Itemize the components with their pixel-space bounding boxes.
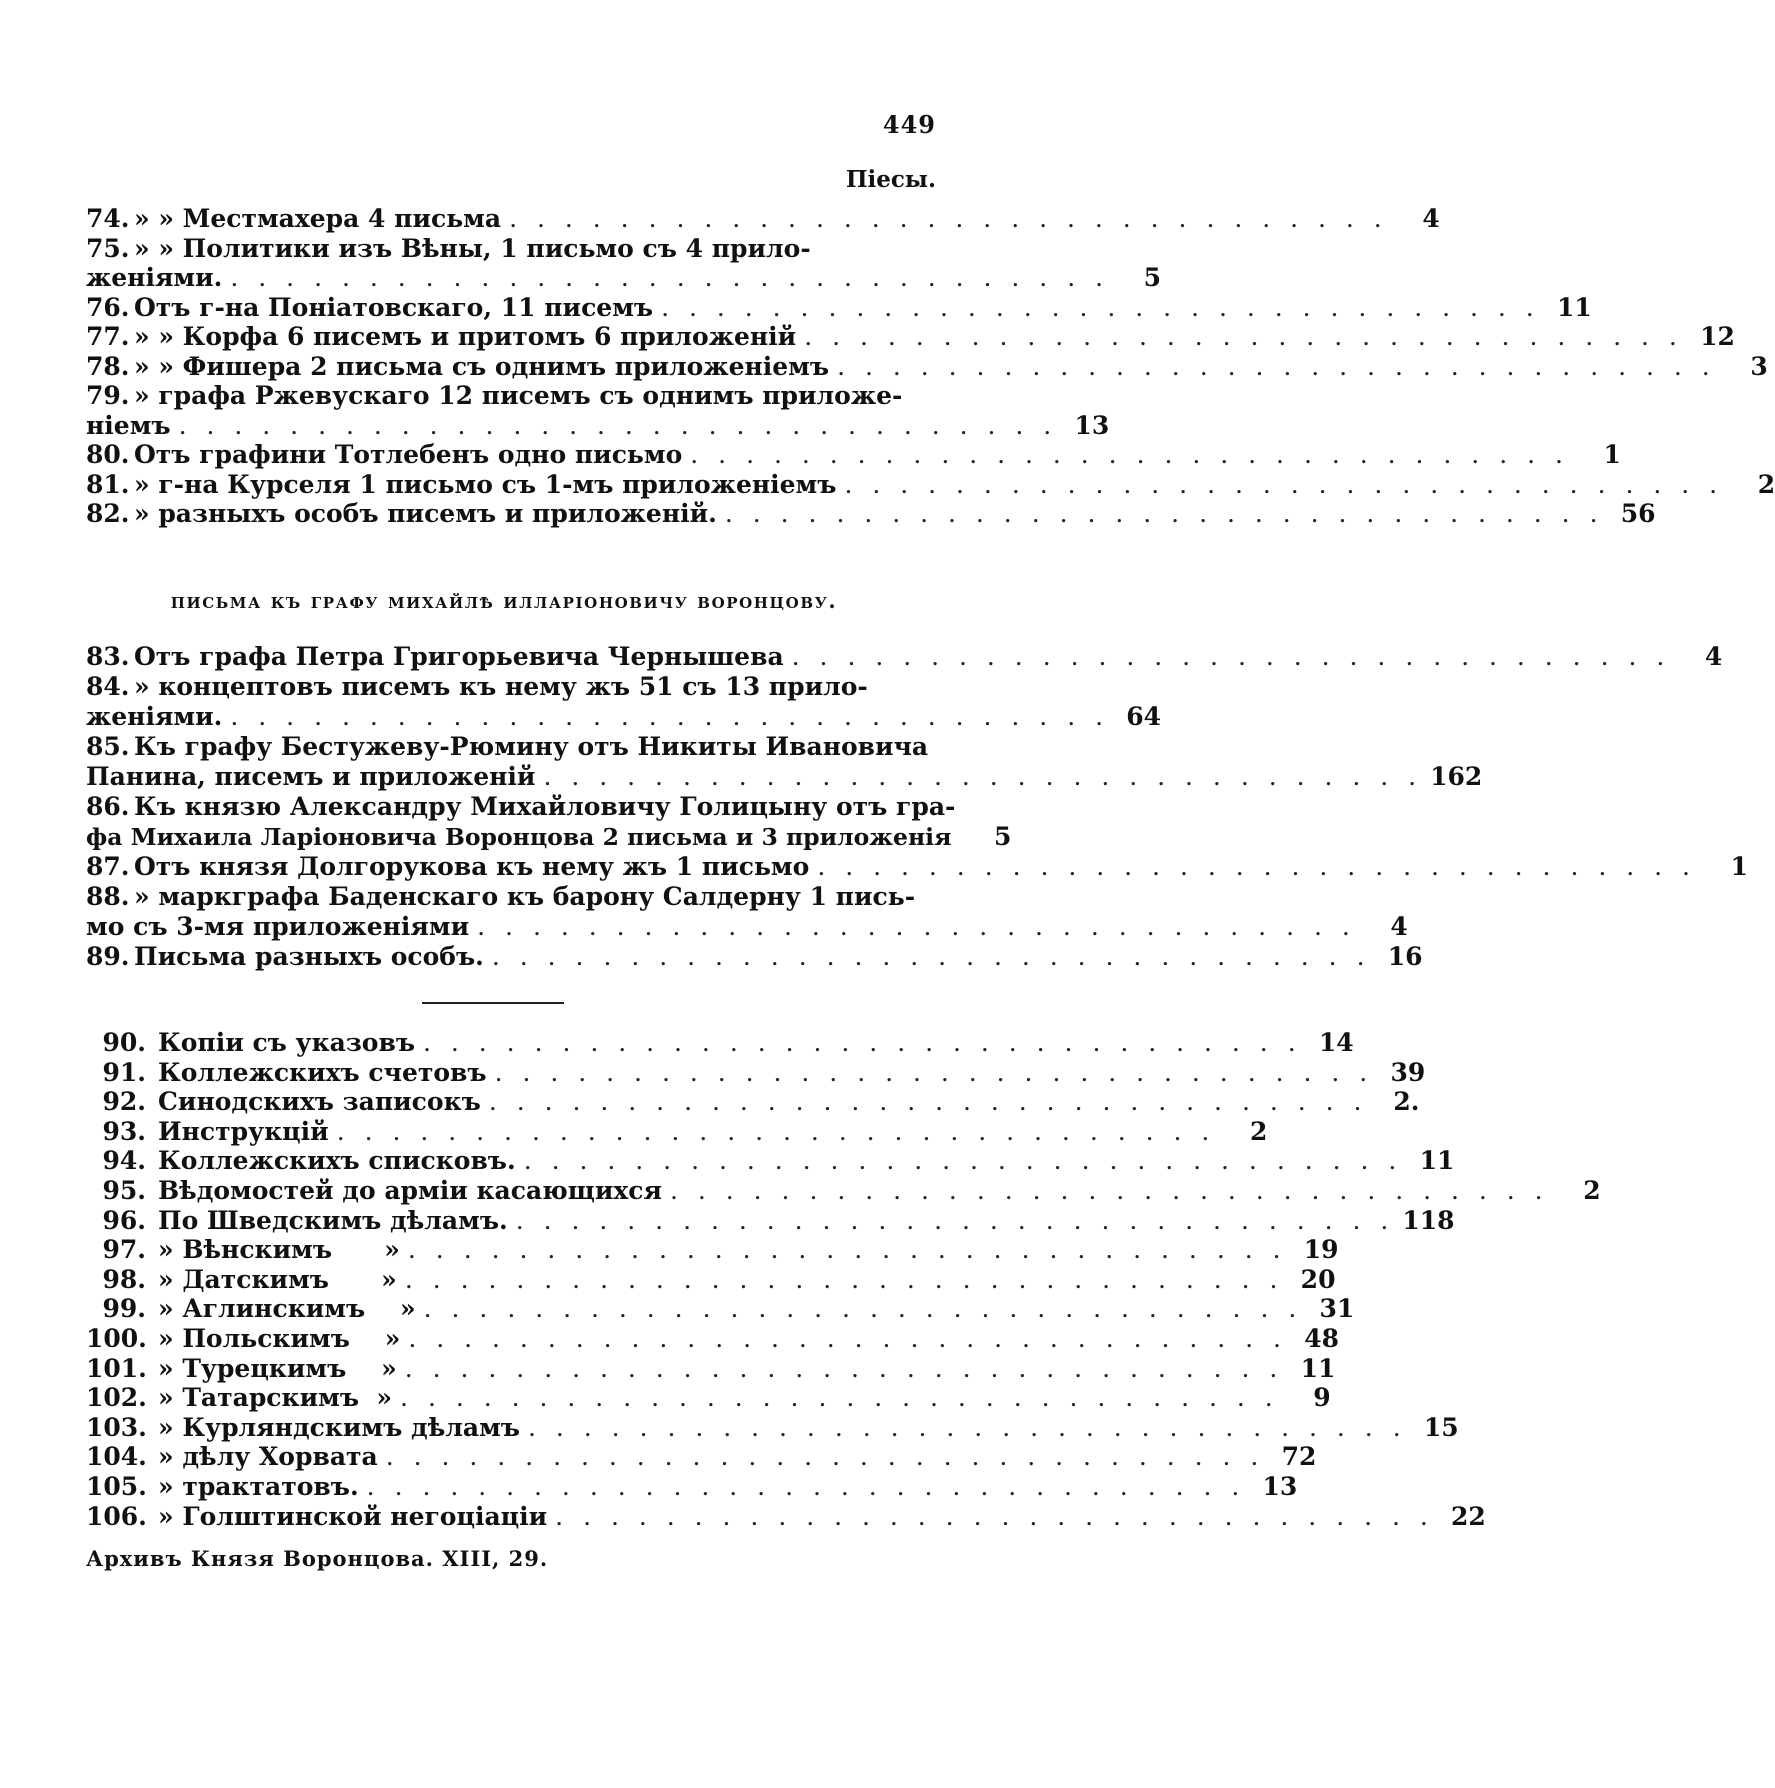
entry-text: » Татарскимъ » — [158, 1383, 393, 1413]
entry-count: 162 — [1430, 762, 1483, 791]
entry-number: 86. — [86, 792, 130, 821]
entry-text: Отъ графини Тотлебенъ одно письмо — [134, 440, 683, 469]
entry-number: 95. — [102, 1175, 146, 1205]
entry-count: 15 — [1423, 1412, 1459, 1442]
entry-line — [86, 1412, 1459, 1443]
entry-text: » Польскимъ » — [158, 1323, 401, 1353]
entry-number: 98. — [102, 1264, 146, 1294]
entry-count: 9 — [1313, 1383, 1331, 1413]
entry-text: » Турецкимъ » — [158, 1353, 397, 1383]
entry-text: ніемъ — [86, 410, 171, 440]
entry-line — [86, 1471, 1298, 1502]
leader-dots: . . . . . . . . . . . . . . . . . . . . . . . . . . . . . . . . — [844, 469, 1724, 499]
section-title: письма къ графу михайлѣ илларіоновичу воронцову. — [170, 588, 838, 613]
entry-count: 4 — [1422, 204, 1440, 233]
entry-text: » » Местмахера 4 письма — [134, 204, 502, 233]
entry-line — [86, 822, 1012, 852]
entry-text: Инструкцій — [158, 1116, 329, 1146]
entry-line — [86, 440, 1621, 470]
entry-number: 82. — [86, 499, 130, 528]
entry-number: 85. — [86, 732, 130, 761]
entry-count: 4 — [1390, 912, 1408, 941]
entry-number: 74. — [86, 204, 130, 233]
entry-number: 90. — [102, 1028, 146, 1057]
entry-line — [86, 942, 1423, 972]
entry-count: 13 — [1262, 1471, 1298, 1501]
entries-block-a — [86, 204, 1775, 529]
entry-line — [86, 292, 1592, 323]
entry-text: » маркграфа Баденскаго къ барону Салдерну 1 пись- — [134, 882, 916, 911]
entry-line — [86, 1205, 1455, 1236]
leader-dots: . . . . . . . . . . . . . . . . . . . . . . . . . . . . . . . . — [515, 1205, 1395, 1235]
leader-dots: . . . . . . . . . . . . . . . . . . . . . . . . . . . . . . . . — [543, 762, 1423, 791]
leader-dots: . . . . . . . . . . . . . . . . . . . . . . . . . . . . . . . . — [528, 1412, 1407, 1442]
entry-count: 14 — [1318, 1028, 1354, 1057]
leader-dots: . . . . . . . . . . . . . . . . . . . . . . . . . . . . . . . . — [690, 440, 1569, 469]
entry-line — [86, 1294, 1355, 1324]
entry-count: 13 — [1074, 410, 1110, 440]
entry-count: 3 — [1750, 351, 1768, 381]
entry-count: 2 — [1757, 469, 1775, 499]
entry-line — [86, 1146, 1455, 1176]
entry-number: 87. — [86, 852, 130, 881]
entry-number: 91. — [102, 1057, 146, 1087]
entry-number: 77. — [86, 322, 130, 351]
entry-number: 102. — [86, 1383, 147, 1413]
column-header: Піесы. — [845, 166, 936, 193]
leader-dots: . . . . . . . . . . . . . . . . . . . . . . . . . . . . . . . . — [404, 1264, 1284, 1294]
entry-number: 89. — [86, 942, 130, 971]
entry-line — [86, 1087, 1420, 1117]
entry-line — [86, 852, 1748, 882]
entry-text: Вѣдомостей до арміи касающихся — [158, 1175, 662, 1205]
entry-number: 101. — [86, 1353, 147, 1383]
entry-number: 81. — [86, 469, 130, 499]
entry-line — [86, 882, 936, 912]
leader-dots: . . . . . . . . . . . . . . . . . . . . . . . . . . . . . . . . — [509, 204, 1388, 233]
entry-count: 72 — [1281, 1442, 1317, 1472]
entry-text: Къ графу Бестужеву-Рюмину отъ Никиты Ивановича — [134, 732, 929, 761]
entry-line — [86, 234, 936, 264]
entry-count: 118 — [1402, 1205, 1455, 1235]
entry-number: 79. — [86, 381, 130, 410]
entry-count: 48 — [1304, 1323, 1340, 1353]
leader-dots: . . . . . . . . . . . . . . . . . . . . . . . . . . . . . . . . — [385, 1442, 1265, 1472]
entry-number: 99. — [102, 1294, 146, 1324]
entry-line — [86, 1116, 1268, 1147]
entry-line — [86, 732, 936, 762]
entry-text: По Шведскимъ дѣламъ. — [158, 1205, 508, 1235]
entry-text: » » Корфа 6 писемъ и притомъ 6 приложеній — [134, 322, 797, 351]
entry-count: 2 — [1249, 1116, 1268, 1146]
entry-line — [86, 1028, 1354, 1058]
entry-count: 11 — [1300, 1353, 1336, 1383]
entry-line — [86, 381, 936, 411]
entry-count: 22 — [1451, 1501, 1486, 1531]
leader-dots: . . . . . . . . . . . . . . . . . . . . . . . . . . . . . . . . — [494, 1057, 1374, 1087]
leader-dots: . . . . . . . . . . . . . . . . . . . . . . . . . . . . . . . . — [488, 1087, 1368, 1117]
entry-number: 75. — [86, 233, 130, 263]
entry-text: фа Михаила Ларіоновича Воронцова 2 письма и 3 приложенія — [86, 823, 952, 851]
leader-dots: . . . . . . . . . . . . . . . . . . . . . . . . . . . . . . . . — [804, 322, 1683, 351]
entry-line — [86, 1383, 1331, 1413]
entry-text: Панина, писемъ и приложеній — [86, 762, 536, 791]
entry-text: Къ князю Александру Михайловичу Голицыну отъ гра- — [134, 792, 956, 821]
entry-line — [86, 322, 1735, 352]
entry-text: мо съ 3-мя приложеніями — [86, 912, 470, 941]
leader-dots: . . . . . . . . . . . . . . . . . . . . . . . . . . . . . . . . — [423, 1028, 1302, 1057]
entry-number: 103. — [86, 1412, 147, 1442]
entry-count: 12 — [1700, 322, 1735, 351]
entry-line — [86, 499, 1656, 529]
footer-signature: Архивъ Князя Воронцова. XIII, 29. — [86, 1546, 549, 1571]
entry-line — [86, 1235, 1339, 1265]
entry-line — [86, 469, 1775, 500]
entry-count: 39 — [1390, 1057, 1426, 1087]
entry-text: Синодскихъ записокъ — [158, 1087, 481, 1117]
entry-line — [86, 1442, 1317, 1472]
entry-number: 96. — [102, 1205, 146, 1235]
leader-dots: . . . . . . . . . . . . . . . . . . . . . . . . . . . . . . . . — [400, 1383, 1279, 1413]
entry-text: » трактатовъ. — [158, 1471, 359, 1501]
entry-text: Отъ г-на Поніатовскаго, 11 писемъ — [134, 292, 654, 322]
entry-line — [86, 1057, 1426, 1088]
entry-line — [86, 1175, 1601, 1206]
entry-number: 83. — [86, 642, 130, 671]
entry-text: Отъ графа Петра Григорьевича Чернышева — [134, 642, 784, 671]
entry-count: 1 — [1603, 440, 1621, 469]
entry-text: » » Фишера 2 письма съ однимъ приложеніемъ — [134, 351, 830, 381]
entry-line — [86, 702, 1162, 732]
entry-text: женіями. — [86, 263, 223, 292]
leader-dots: . . . . . . . . . . . . . . . . . . . . . . . . . . . . . . . . — [230, 263, 1110, 292]
entry-number: 78. — [86, 351, 130, 381]
leader-dots: . . . . . . . . . . . . . . . . . . . . . . . . . . . . . . . . — [404, 1353, 1284, 1383]
entry-count: 2 — [1583, 1175, 1601, 1205]
leader-dots: . . . . . . . . . . . . . . . . . . . . . . . . . . . . . . . . — [178, 410, 1058, 440]
entry-text: » Голштинской негоціаціи — [158, 1501, 548, 1531]
entry-text: Отъ князя Долгорукова къ нему жъ 1 письмо — [134, 852, 810, 881]
entry-count: 19 — [1303, 1235, 1339, 1265]
entry-count: 64 — [1126, 702, 1162, 731]
entry-number: 105. — [86, 1471, 147, 1501]
entry-count: 5 — [1143, 263, 1162, 292]
entry-line — [86, 792, 956, 822]
entry-count: 5 — [994, 822, 1012, 851]
entry-text: » Курляндскимъ дѣламъ — [158, 1412, 520, 1442]
leader-dots: . . . . . . . . . . . . . . . . . . . . . . . . . . . . . . . . — [491, 942, 1371, 971]
entry-text: » Вѣнскимъ » — [158, 1235, 400, 1265]
entry-line — [86, 642, 1723, 672]
entry-line — [86, 1323, 1340, 1354]
entry-text: » графа Ржевускаго 12 писемъ съ однимъ приложе- — [134, 381, 903, 410]
leader-dots: . . . . . . . . . . . . . . . . . . . . . . . . . . . . . . . . — [791, 642, 1671, 671]
entry-text: » Аглинскимъ » — [158, 1294, 416, 1324]
entry-line — [86, 410, 1110, 441]
entry-line — [86, 672, 936, 702]
entry-text: » концептовъ писемъ къ нему жъ 51 съ 13 прило- — [134, 672, 868, 701]
entry-line — [86, 204, 1440, 234]
entry-count: 4 — [1704, 642, 1723, 671]
entry-count: 20 — [1300, 1264, 1336, 1294]
entry-count: 11 — [1419, 1146, 1455, 1176]
entry-line — [86, 1264, 1336, 1295]
entry-text: » » Политики изъ Вѣны, 1 письмо съ 4 прило- — [134, 233, 811, 263]
entry-count: 56 — [1620, 499, 1656, 528]
entries-block-c — [86, 1028, 1601, 1531]
entry-number: 94. — [102, 1146, 146, 1176]
entry-line — [86, 1353, 1336, 1384]
entry-line — [86, 351, 1768, 382]
entry-count: 31 — [1319, 1294, 1355, 1324]
entry-number: 104. — [86, 1442, 147, 1472]
entry-number: 76. — [86, 292, 130, 322]
leader-dots: . . . . . . . . . . . . . . . . . . . . . . . . . . . . . . . . — [230, 702, 1110, 731]
entry-text: » г-на Курселя 1 письмо съ 1-мъ приложеніемъ — [134, 469, 837, 499]
entries-block-b — [86, 642, 1748, 972]
leader-dots: . . . . . . . . . . . . . . . . . . . . . . . . . . . . . . . . — [523, 1146, 1403, 1176]
leader-dots: . . . . . . . . . . . . . . . . . . . . . . . . . . . . . . . . — [477, 912, 1356, 941]
entry-number: 92. — [102, 1087, 146, 1117]
entry-count: 1 — [1730, 852, 1748, 881]
entry-text: » разныхъ особъ писемъ и приложеній. — [134, 499, 717, 528]
entry-number: 84. — [86, 672, 130, 701]
entry-number: 100. — [86, 1323, 147, 1353]
entry-text: » дѣлу Хорвата — [158, 1442, 378, 1472]
entry-text: Копіи съ указовъ — [158, 1028, 415, 1057]
entry-line — [86, 1501, 1486, 1532]
leader-dots: . . . . . . . . . . . . . . . . . . . . . . . . . . . . . . . . — [366, 1471, 1246, 1501]
leader-dots: . . . . . . . . . . . . . . . . . . . . . . . . . . . . . . . . — [837, 351, 1716, 381]
entry-text: Коллежскихъ списковъ. — [158, 1146, 516, 1176]
leader-dots: . . . . . . . . . . . . . . . . . . . . . . . . . . . . . . . . — [817, 852, 1696, 881]
entry-count: 11 — [1556, 292, 1592, 322]
entry-count: 2. — [1393, 1087, 1420, 1117]
entry-number: 80. — [86, 440, 130, 469]
entry-count: 16 — [1387, 942, 1423, 971]
entry-text: » Датскимъ » — [158, 1264, 397, 1294]
entry-line — [86, 912, 1408, 942]
leader-dots: . . . . . . . . . . . . . . . . . . . . . . . . . . . . . . . . — [407, 1235, 1287, 1265]
entry-line — [86, 762, 1483, 792]
leader-dots: . . . . . . . . . . . . . . . . . . . . . . . . . . . . . . . . — [669, 1175, 1549, 1205]
entry-number: 106. — [86, 1501, 147, 1531]
entry-text: Письма разныхъ особъ. — [134, 942, 484, 971]
page-number: 449 — [882, 110, 936, 139]
leader-dots: . . . . . . . . . . . . . . . . . . . . . . . . . . . . . . . . — [555, 1501, 1434, 1531]
entry-text: Коллежскихъ счетовъ — [158, 1057, 487, 1087]
entry-number: 97. — [102, 1235, 146, 1265]
leader-dots: . . . . . . . . . . . . . . . . . . . . . . . . . . . . . . . . — [661, 292, 1540, 322]
entry-line — [86, 263, 1162, 293]
leader-dots: . . . . . . . . . . . . . . . . . . . . . . . . . . . . . . . . — [408, 1323, 1288, 1353]
section-divider — [422, 1002, 564, 1004]
entry-text: женіями. — [86, 702, 223, 731]
entry-number: 93. — [102, 1116, 146, 1146]
entry-number: 88. — [86, 882, 130, 911]
leader-dots: . . . . . . . . . . . . . . . . . . . . . . . . . . . . . . . . — [336, 1116, 1216, 1146]
leader-dots: . . . . . . . . . . . . . . . . . . . . . . . . . . . . . . . . — [724, 499, 1604, 528]
leader-dots: . . . . . . . . . . . . . . . . . . . . . . . . . . . . . . . . — [423, 1294, 1303, 1324]
